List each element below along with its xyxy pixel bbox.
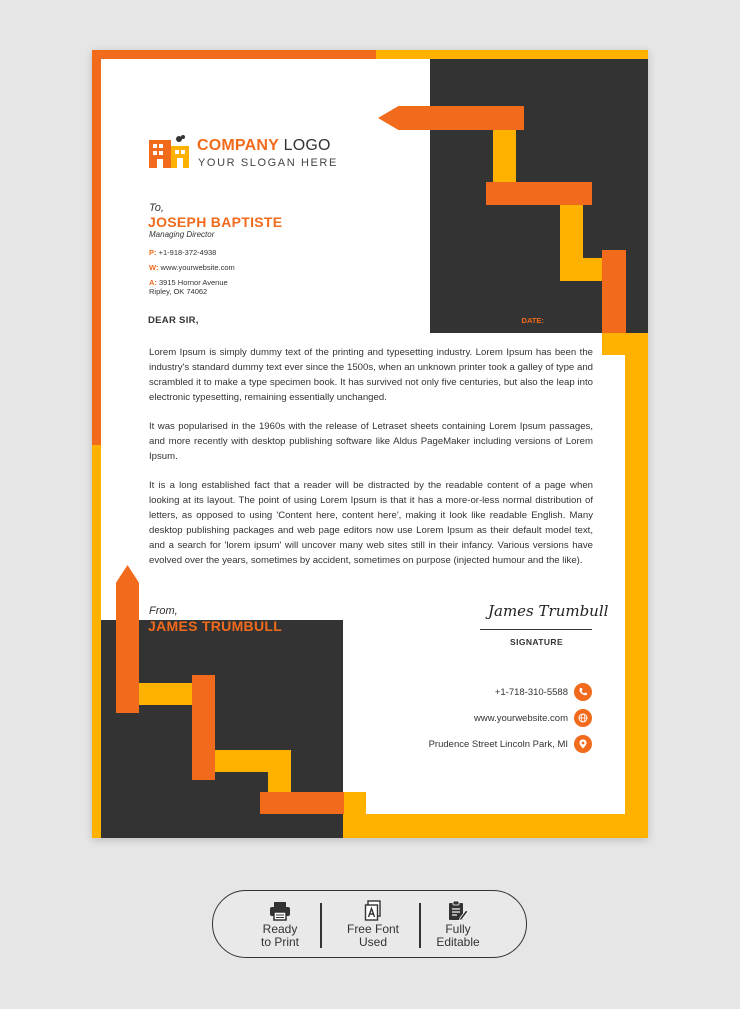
contact-web: www.yourwebsite.com [474, 709, 592, 727]
contact-phone: +1-718-310-5588 [495, 683, 592, 701]
logo-title: COMPANY LOGO [197, 137, 331, 154]
phone-icon [574, 683, 592, 701]
top-arrow-bar [378, 106, 524, 130]
globe-icon [574, 709, 592, 727]
logo-slogan: YOUR SLOGAN HERE [198, 157, 338, 169]
recipient-role: Managing Director [149, 230, 215, 239]
recipient-address-line2: Ripley, OK 74062 [149, 287, 208, 296]
recipient-address: A: 3915 Hornor Avenue [149, 278, 228, 287]
stair-orange-5 [602, 250, 626, 333]
stair-b-yellow-1 [139, 683, 193, 705]
sender-name: JAMES TRUMBULL [148, 618, 283, 634]
stair-b-orange-2 [192, 675, 215, 780]
stair-yellow-4 [560, 258, 604, 281]
recipient-web: W: www.yourwebsite.com [149, 263, 235, 272]
bottom-yellow-riser [343, 792, 366, 838]
right-yellow-frame [625, 333, 648, 838]
salutation: DEAR SIR, [148, 315, 199, 326]
body-paragraph-3: It is a long established fact that a reader will be distracted by the readable content of a page when looking at its layout. The point of using Lorem Ipsum is that it has a more-or-less normal distribution of letters, as opposed to using 'Content here, content here', making it look like readable English. Many desktop publishing packages and web page editors now use Lorem Ipsum as their default model text, and a search for 'lorem ipsum' will uncover many web sites still in their infancy. Various versions have evolved over the years, sometimes by accident, sometimes on purpose (injected humour and the like). [149, 480, 593, 566]
to-label: To, [149, 202, 164, 214]
printer-icon [269, 901, 291, 921]
bottom-yellow-bar [343, 814, 648, 838]
stair-orange-2 [486, 182, 592, 205]
feature-separator [320, 903, 322, 948]
recipient-name: JOSEPH BAPTISTE [148, 214, 283, 230]
font-file-icon [364, 900, 382, 922]
from-label: From, [149, 605, 178, 617]
body-paragraph-2: It was popularised in the 1960s with the release of Letraset sheets containing Lorem Ipsum passages, and more recently with desktop publishing software like Aldus PageMaker including versions of Lorem Ipsum. [149, 421, 593, 462]
contact-address: Prudence Street Lincoln Park, MI [429, 735, 592, 753]
feature-fully-editable: Fully Editable [408, 899, 508, 949]
letter-date: DATE: 21 April, 2030 [521, 316, 592, 325]
right-yellow-cap [602, 333, 648, 355]
sender-role: Creative Designer [149, 633, 214, 642]
location-pin-icon [574, 735, 592, 753]
building-icon [149, 134, 191, 170]
top-orange-bar [92, 50, 376, 59]
signature-line [480, 629, 592, 630]
left-orange-bar [92, 50, 101, 445]
features-pill [212, 890, 527, 958]
feature-ready-to-print: Ready to Print [230, 899, 330, 949]
signature-script: James Trumbull [488, 602, 609, 620]
edit-document-icon [447, 900, 469, 922]
top-yellow-bar [376, 50, 648, 59]
left-yellow-bar [92, 445, 101, 838]
stair-b-yellow-4 [268, 750, 291, 792]
feature-free-font: Free Font Used [323, 899, 423, 949]
stair-b-orange-5 [260, 792, 344, 814]
recipient-phone: P: +1-918-372-4938 [149, 248, 217, 257]
signature-label: SIGNATURE [510, 637, 564, 647]
company-logo [149, 134, 409, 174]
letterhead-sheet [92, 50, 648, 838]
body-paragraph-1: Lorem Ipsum is simply dummy text of the printing and typesetting industry. Lorem Ipsum has been the industry's standard dummy text ever since the 1500s, when an unknown printer took a galley of type and scrambled it to make a type specimen book. It has survived not only five centuries, but also the leap into electronic typesetting, remaining essentially unchanged. [149, 347, 593, 403]
stair-yellow-1 [493, 130, 516, 182]
bottom-arrow-bar [116, 565, 139, 713]
